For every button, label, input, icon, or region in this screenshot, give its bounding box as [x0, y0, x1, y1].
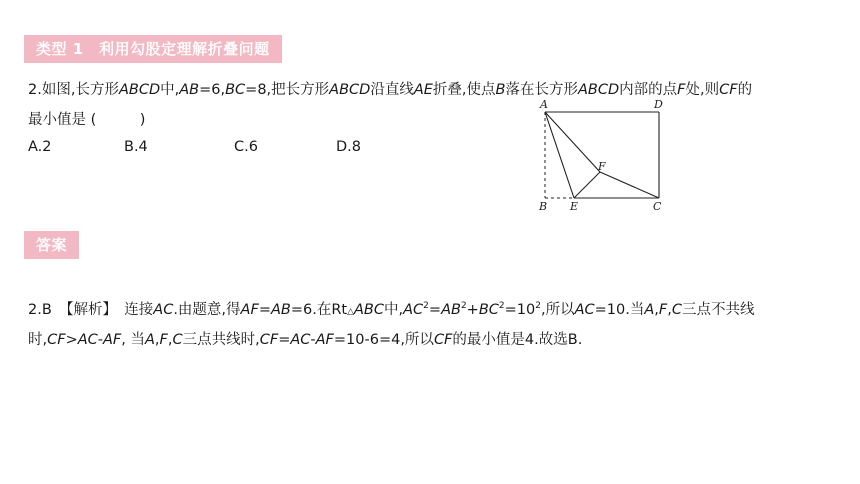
- a-var: BC: [478, 302, 499, 318]
- a-text: 的最小值是4.故选B.: [452, 332, 583, 348]
- q-var: ABCD: [577, 82, 620, 98]
- a-text: , 当: [121, 332, 145, 348]
- question-line-2: 最小值是 ( ): [28, 112, 146, 128]
- q-var: B: [495, 82, 506, 98]
- q-text: 2.如图,长方形: [28, 82, 119, 98]
- q-var: AB: [179, 82, 200, 98]
- a-text: =10-6=4,所以: [333, 332, 434, 348]
- label-a: A: [540, 98, 548, 111]
- q-var: BC: [225, 82, 246, 98]
- a-text: =6.在Rt: [290, 302, 348, 318]
- answer-badge: 答案: [24, 231, 79, 259]
- option-c: C.6: [234, 139, 258, 155]
- q-text: =8,把长方形: [245, 82, 330, 98]
- a-var: AF: [240, 302, 259, 318]
- q-text: 落在长方形: [505, 82, 578, 98]
- a-var: CF: [259, 332, 279, 348]
- a-text: ,: [167, 332, 173, 348]
- a-var: CF: [433, 332, 453, 348]
- q-text: 的: [737, 82, 753, 98]
- a-text: -: [310, 332, 316, 348]
- a-var: AC: [290, 332, 311, 348]
- a-sup: 2: [460, 301, 467, 312]
- a-var: AF: [315, 332, 334, 348]
- q-var: ABCD: [329, 82, 371, 98]
- segment-fe: [574, 172, 600, 198]
- q-var: CF: [719, 82, 738, 98]
- a-text: 中,: [384, 302, 404, 318]
- a-var: AC: [77, 332, 98, 348]
- a-text: =10.当: [594, 302, 645, 318]
- a-var: C: [671, 302, 682, 318]
- q-text: 沿直线: [370, 82, 414, 98]
- a-text: =: [278, 332, 291, 348]
- q-var: AE: [413, 82, 433, 98]
- folding-figure: [528, 92, 678, 218]
- segment-fc: [600, 172, 659, 198]
- fold-line-ae: [545, 112, 574, 198]
- triangle-symbol: △: [347, 307, 355, 317]
- a-var: AF: [103, 332, 122, 348]
- a-var: F: [658, 302, 668, 318]
- a-var: AB: [270, 302, 291, 318]
- a-text: >: [65, 332, 78, 348]
- a-var: F: [159, 332, 168, 348]
- a-sup: 2: [498, 301, 505, 312]
- a-sup: 2: [423, 301, 429, 312]
- label-e: E: [570, 200, 579, 213]
- q-text: 内部的点: [619, 82, 678, 98]
- a-var: AC: [403, 302, 424, 318]
- a-text: +: [466, 302, 479, 318]
- segment-af: [545, 112, 600, 172]
- a-text: ,: [154, 332, 160, 348]
- a-text: ,: [654, 302, 659, 318]
- q-var: ABCD: [118, 82, 161, 98]
- answer-line-2: [28, 328, 582, 349]
- a-text: 时,: [28, 332, 48, 348]
- section-type-badge: 类型 1 利用勾股定理解折叠问题: [24, 35, 282, 63]
- a-text: 三点共线时,: [182, 332, 260, 348]
- label-c: C: [653, 200, 662, 213]
- q-text: =6,: [199, 82, 226, 98]
- option-b: B.4: [124, 139, 148, 155]
- q-var: F: [677, 82, 686, 98]
- a-var: A: [644, 302, 655, 318]
- a-var: AB: [441, 302, 461, 318]
- a-text: 三点不共线: [681, 302, 755, 318]
- q-text: 中,: [160, 82, 180, 98]
- option-d: D.8: [336, 139, 361, 155]
- a-text: -: [97, 332, 104, 348]
- a-text: ,: [667, 302, 672, 318]
- a-var: A: [145, 332, 155, 348]
- q-text: 折叠,使点: [432, 82, 496, 98]
- a-sup: 2: [535, 301, 541, 312]
- a-text: =10: [504, 302, 536, 318]
- a-var: AC: [153, 302, 174, 318]
- a-text: =: [258, 302, 271, 318]
- label-d: D: [654, 98, 663, 111]
- a-text: =: [428, 302, 442, 318]
- answer-line-1: [28, 298, 754, 319]
- label-f: F: [598, 160, 606, 173]
- a-text: ,所以: [540, 302, 575, 318]
- a-text: 2.B 【解析】 连接: [28, 302, 154, 318]
- q-text: 处,则: [685, 82, 720, 98]
- label-b: B: [539, 200, 548, 213]
- a-var: C: [172, 332, 183, 348]
- a-var: CF: [47, 332, 66, 348]
- a-var: AC: [574, 302, 595, 318]
- option-a: A.2: [28, 139, 52, 155]
- a-text: .由题意,得: [173, 302, 241, 318]
- a-var: ABC: [354, 302, 385, 318]
